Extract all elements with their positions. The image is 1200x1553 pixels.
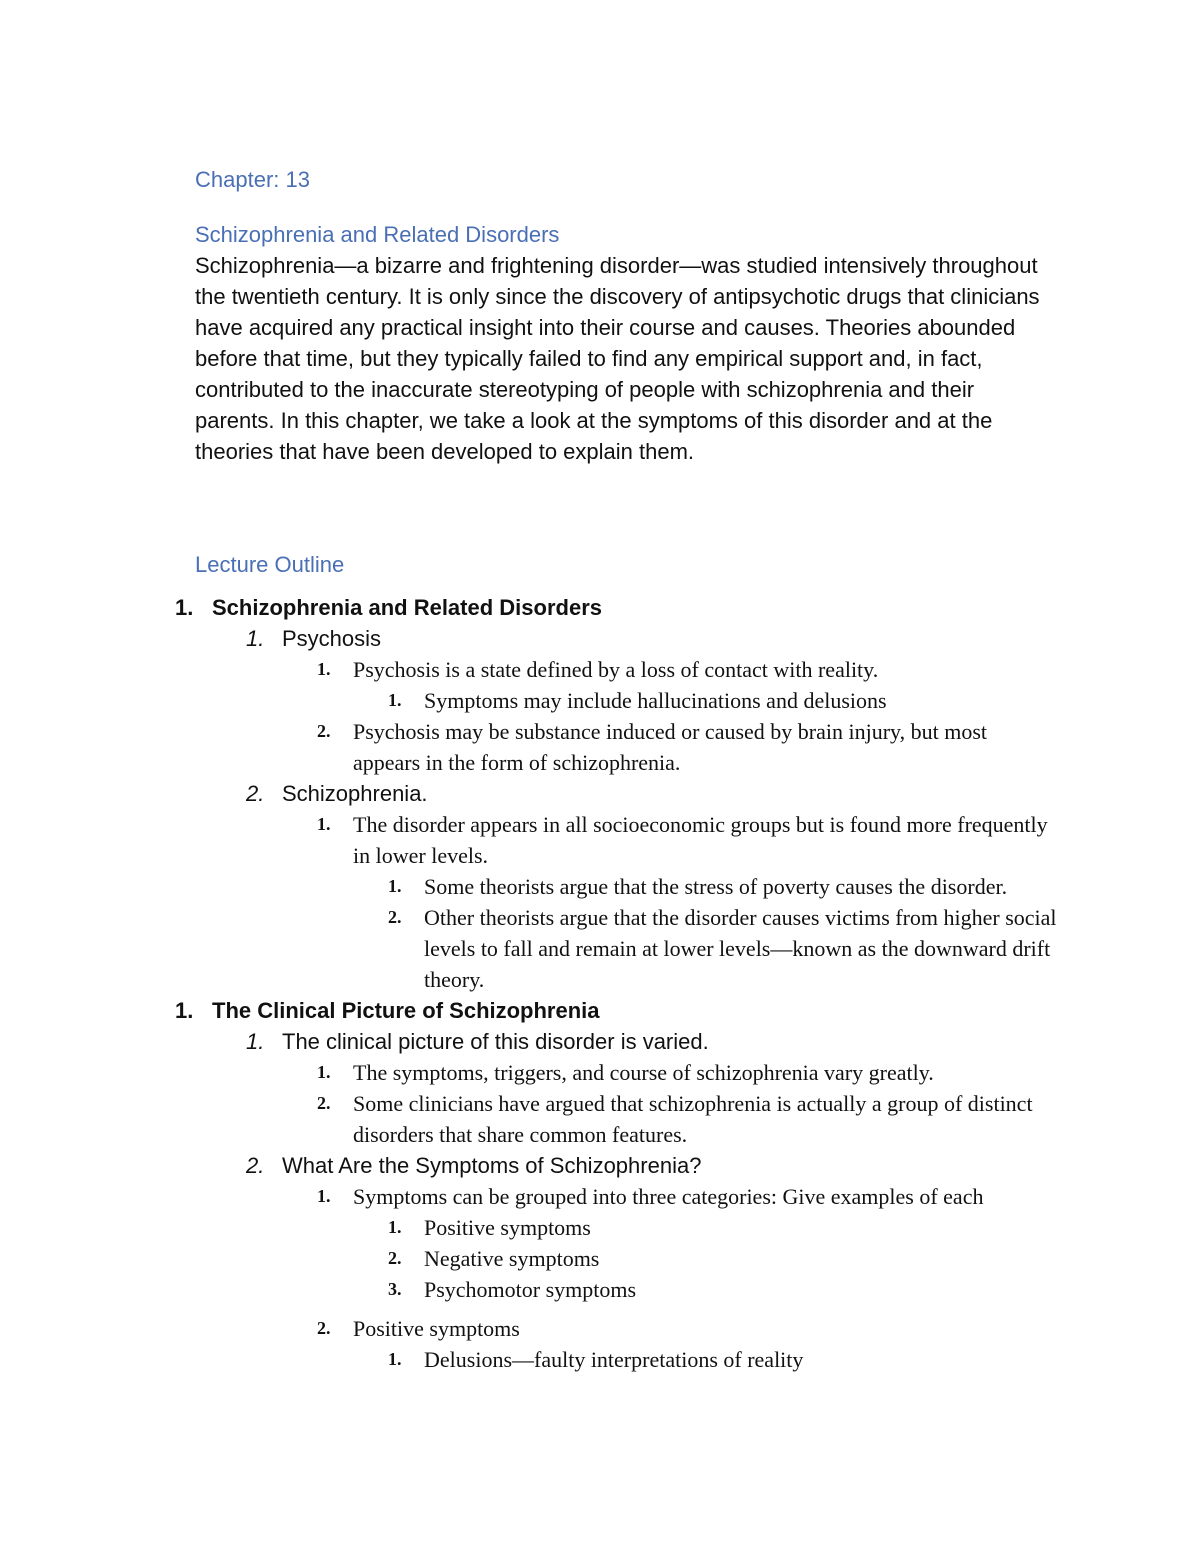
outline-spacer xyxy=(0,1305,1200,1313)
outline-item-number: 1. xyxy=(246,626,265,651)
outline-item-level-4 xyxy=(0,871,1200,902)
lecture-outline xyxy=(0,592,1200,1375)
section-title: Schizophrenia and Related Disorders xyxy=(195,222,560,247)
outline-item-text: Positive symptoms xyxy=(424,1215,591,1240)
outline-item-text: Some clinicians have argued that schizophrenia is actually a group of distinct disorders that share common features. xyxy=(353,1091,1033,1147)
outline-item-text: Psychosis is a state defined by a loss of contact with reality. xyxy=(353,657,879,682)
outline-item-number: 2. xyxy=(317,1318,331,1338)
outline-item-number: 1. xyxy=(246,1029,265,1054)
outline-item-text: Schizophrenia and Related Disorders xyxy=(212,595,602,620)
outline-item-text: Negative symptoms xyxy=(424,1246,600,1271)
outline-item-number: 1. xyxy=(317,659,331,679)
outline-item-number: 2. xyxy=(246,781,265,806)
outline-item-level-4 xyxy=(0,685,1200,716)
intro-paragraph: Schizophrenia—a bizarre and frightening disorder—was studied intensively throughout the twentieth century. It is only since the discovery of antipsychotic drugs that clinicians have acquired any practical insight into their course and causes. Theories abounded before that time, but they typically failed to find any empirical support and, in fact, contributed to the inaccurate stereotyping of people with schizophrenia and their parents. In this chapter, we take a look at the symptoms of this disorder and at the theories that have been developed to explain them. xyxy=(195,253,1040,464)
outline-item-text: What Are the Symptoms of Schizophrenia? xyxy=(282,1153,702,1178)
outline-item-level-3 xyxy=(0,1181,1200,1212)
outline-item-level-4 xyxy=(0,1344,1200,1375)
outline-item-level-1 xyxy=(0,995,1200,1026)
outline-item-text: Psychomotor symptoms xyxy=(424,1277,637,1302)
outline-item-text: Psychosis may be substance induced or caused by brain injury, but most appears in the form of schizophrenia. xyxy=(353,719,988,775)
outline-item-number: 1. xyxy=(388,690,402,710)
outline-item-number: 2. xyxy=(246,1153,265,1178)
outline-item-level-4 xyxy=(0,1243,1200,1274)
outline-item-level-3 xyxy=(0,1088,1200,1150)
outline-item-text: Other theorists argue that the disorder causes victims from higher social levels to fall and remain at lower levels—known as the downward drift theory. xyxy=(424,905,1057,992)
outline-item-text: The symptoms, triggers, and course of schizophrenia vary greatly. xyxy=(353,1060,934,1085)
outline-item-level-3 xyxy=(0,1057,1200,1088)
outline-item-level-4 xyxy=(0,1274,1200,1305)
outline-item-text: Psychosis xyxy=(282,626,382,651)
outline-item-text: The disorder appears in all socioeconomic groups but is found more frequently in lower levels. xyxy=(353,812,1048,868)
outline-item-level-1 xyxy=(0,592,1200,623)
outline-item-number: 1. xyxy=(317,814,331,834)
outline-item-number: 1. xyxy=(175,595,194,620)
outline-item-level-3 xyxy=(0,1313,1200,1344)
outline-item-level-2 xyxy=(0,778,1200,809)
outline-item-number: 1. xyxy=(175,998,194,1023)
outline-item-number: 1. xyxy=(317,1186,331,1206)
outline-item-text: Some theorists argue that the stress of poverty causes the disorder. xyxy=(424,874,1008,899)
outline-title: Lecture Outline xyxy=(195,552,345,577)
outline-item-level-2 xyxy=(0,1150,1200,1181)
outline-item-number: 3. xyxy=(388,1279,402,1299)
outline-item-text: Symptoms can be grouped into three categories: Give examples of each xyxy=(353,1184,984,1209)
outline-item-number: 2. xyxy=(388,907,402,927)
outline-item-level-3 xyxy=(0,809,1200,871)
outline-item-number: 1. xyxy=(388,1349,402,1369)
outline-item-level-4 xyxy=(0,1212,1200,1243)
outline-item-level-3 xyxy=(0,716,1200,778)
outline-item-number: 1. xyxy=(317,1062,331,1082)
outline-item-level-2 xyxy=(0,623,1200,654)
outline-item-text: Delusions—faulty interpretations of reality xyxy=(424,1347,804,1372)
outline-item-level-2 xyxy=(0,1026,1200,1057)
outline-item-text: Positive symptoms xyxy=(353,1316,520,1341)
outline-item-number: 2. xyxy=(388,1248,402,1268)
chapter-label: Chapter: 13 xyxy=(195,167,310,192)
outline-item-number: 2. xyxy=(317,721,331,741)
outline-item-number: 2. xyxy=(317,1093,331,1113)
outline-item-text: The Clinical Picture of Schizophrenia xyxy=(212,998,600,1023)
outline-item-text: Symptoms may include hallucinations and delusions xyxy=(424,688,887,713)
outline-item-level-3 xyxy=(0,654,1200,685)
outline-item-number: 1. xyxy=(388,1217,402,1237)
outline-item-level-4 xyxy=(0,902,1200,995)
outline-item-text: The clinical picture of this disorder is varied. xyxy=(282,1029,709,1054)
outline-item-number: 1. xyxy=(388,876,402,896)
outline-item-text: Schizophrenia. xyxy=(282,781,428,806)
